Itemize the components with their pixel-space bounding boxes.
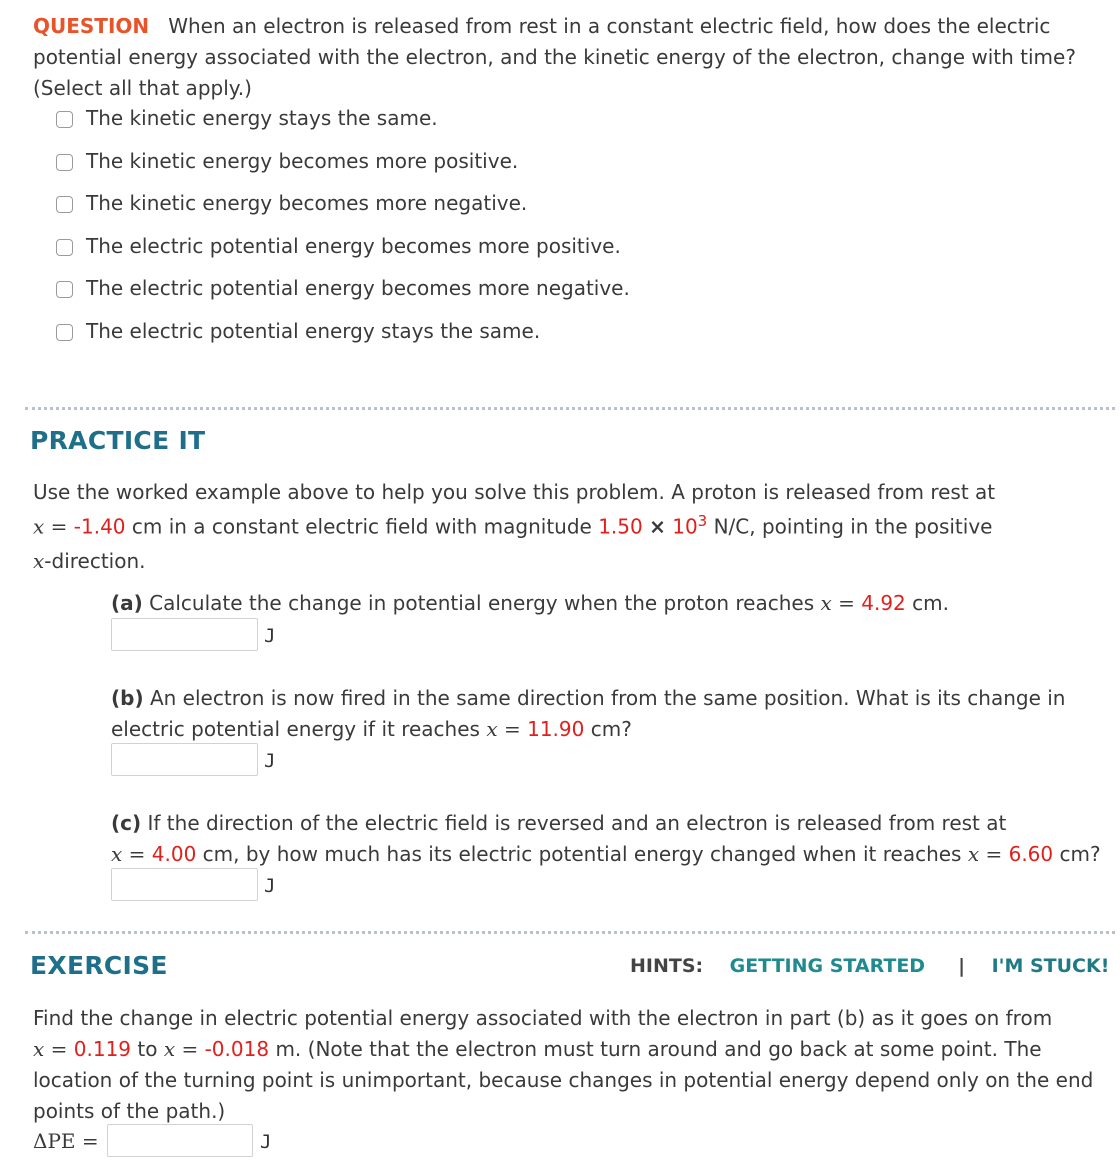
intro-text-3: -direction. [44, 549, 146, 573]
exercise-to-x: -0.018 [204, 1037, 270, 1061]
part-c-text-2: cm, by how much has its electric potential energy changed when it reaches [202, 842, 962, 866]
hints-label: HINTS: [630, 955, 704, 977]
part-b-text-2: electric potential energy if it reaches [111, 717, 480, 741]
intro-text-2a: cm in a constant electric field with magnitude [131, 514, 592, 539]
part-a-question [111, 591, 949, 615]
part-a-answer-input[interactable] [111, 618, 258, 651]
part-b-answer-unit: J [264, 750, 276, 772]
part-a-x-value: 4.92 [861, 591, 906, 615]
part-c-question-2 [111, 842, 1101, 866]
option-checkbox-4[interactable] [56, 239, 73, 256]
practice-intro-2 [33, 512, 992, 539]
equals-sign: = [838, 591, 855, 615]
part-b-unit-text: cm? [590, 717, 632, 741]
x-variable: x [111, 842, 123, 866]
delta-pe-symbol: ΔPE [33, 1129, 76, 1153]
part-c-answer-unit: J [264, 875, 276, 897]
option-checkbox-6[interactable] [56, 324, 73, 341]
option-label-3: The kinetic energy becomes more negative. [86, 191, 528, 215]
part-c-answer-input[interactable] [111, 868, 258, 901]
x0-value: -1.40 [73, 514, 126, 539]
hints-separator: | [958, 955, 966, 977]
x-variable: x [33, 549, 45, 573]
option-checkbox-1[interactable] [56, 111, 73, 128]
practice-intro-3 [33, 549, 146, 573]
part-b-answer-input[interactable] [111, 743, 258, 776]
exercise-text-2 [33, 1037, 1042, 1061]
exercise-from-x: 0.119 [73, 1037, 132, 1061]
question-text-1: When an electron is released from rest in a constant electric field, how does the electric [168, 14, 1051, 38]
part-c-label: (c) [111, 811, 142, 835]
part-a-label: (a) [111, 591, 143, 615]
question-text-2: potential energy associated with the electron, and the kinetic energy of the electron, change with time? [33, 45, 1076, 69]
part-a-unit-text: cm. [912, 591, 949, 615]
exercise-text-2b: m. (Note that the electron must turn around and go back at some point. The [275, 1037, 1042, 1061]
to-word: to [137, 1037, 158, 1061]
intro-text-2b: N/C, pointing in the positive [713, 514, 993, 539]
part-b-question-1 [111, 686, 1065, 710]
x-variable: x [967, 842, 980, 866]
x-variable: x [163, 1037, 176, 1061]
option-label-4: The electric potential energy becomes more positive. [86, 234, 621, 258]
equals-sign: = [81, 1129, 99, 1153]
part-c-text-1: If the direction of the electric field is reversed and an electron is released from rest at [147, 811, 1007, 835]
x-variable: x [820, 591, 832, 615]
question-text-3: (Select all that apply.) [33, 76, 252, 100]
part-b-label: (b) [111, 686, 144, 710]
exercise-answer-unit: J [260, 1131, 272, 1153]
equals-sign: = [50, 1037, 68, 1061]
practice-title: PRACTICE IT [30, 426, 206, 455]
exercise-answer-input[interactable] [107, 1124, 253, 1157]
option-label-5: The electric potential energy becomes more negative. [86, 276, 630, 300]
part-c-unit-text: cm? [1059, 842, 1101, 866]
part-c-x1-value: 4.00 [151, 842, 197, 866]
field-exponent: 3 [697, 512, 708, 530]
getting-started-link[interactable]: GETTING STARTED [729, 955, 926, 977]
equals-sign: = [181, 1037, 199, 1061]
equals-sign: = [50, 514, 68, 539]
option-checkbox-3[interactable] [56, 196, 73, 213]
section-divider-1 [25, 407, 1115, 410]
practice-intro-1: Use the worked example above to help you solve this problem. A proton is released from rest at [33, 480, 996, 504]
delta-pe-label [33, 1129, 99, 1153]
x-variable: x [33, 514, 45, 539]
part-a-answer-unit: J [264, 625, 276, 647]
equals-sign: = [503, 717, 521, 741]
hints-bar [630, 955, 1109, 977]
option-checkbox-2[interactable] [56, 154, 73, 171]
option-label-6: The electric potential energy stays the same. [86, 319, 541, 343]
field-mantissa: 1.50 [598, 514, 643, 539]
exercise-text-4: points of the path.) [33, 1099, 226, 1123]
option-checkbox-5[interactable] [56, 281, 73, 298]
option-label-2: The kinetic energy becomes more positive. [86, 149, 519, 173]
exercise-text-3: location of the turning point is unimportant, because changes in potential energy depend only on the end [33, 1068, 1094, 1092]
equals-sign: = [985, 842, 1003, 866]
question-label: QUESTION [33, 14, 150, 38]
part-c-x2-value: 6.60 [1008, 842, 1054, 866]
option-label-1: The kinetic energy stays the same. [86, 106, 438, 130]
x-variable: x [33, 1037, 45, 1061]
exercise-title: EXERCISE [30, 951, 168, 980]
equals-sign: = [128, 842, 146, 866]
exercise-text-1: Find the change in electric potential energy associated with the electron in part (b) as it goes on from [33, 1006, 1053, 1030]
x-variable: x [486, 717, 498, 741]
question-line-1 [33, 14, 1050, 38]
part-a-text: Calculate the change in potential energy when the proton reaches [149, 591, 815, 615]
section-divider-2 [25, 931, 1115, 934]
field-base: 10 [672, 514, 698, 539]
part-b-x-value: 11.90 [527, 717, 585, 741]
part-b-question-2 [111, 717, 632, 741]
part-c-question-1 [111, 811, 1006, 835]
times-sign: × [649, 514, 666, 539]
part-b-text-1: An electron is now fired in the same direction from the same position. What is its change in [149, 686, 1066, 710]
im-stuck-link[interactable]: I'M STUCK! [991, 955, 1110, 977]
